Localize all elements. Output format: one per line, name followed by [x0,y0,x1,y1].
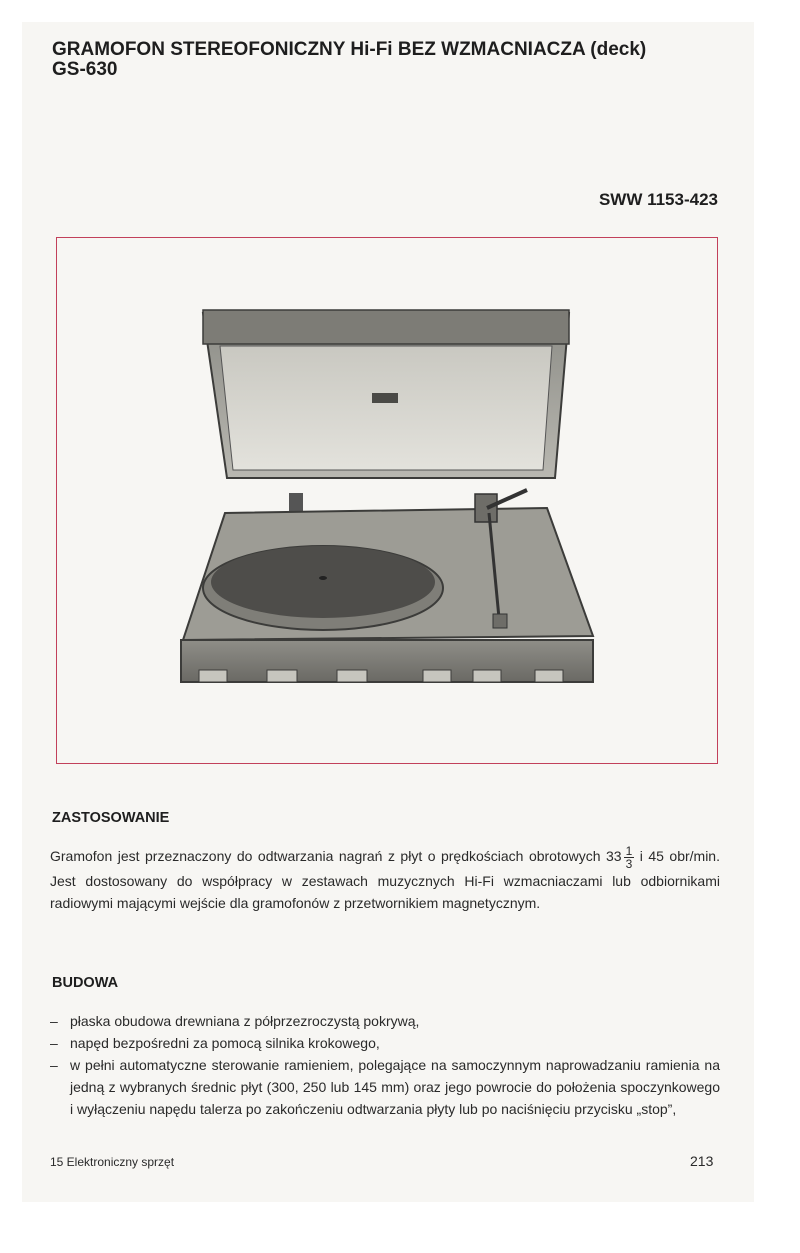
fraction-numerator: 1 [625,844,633,858]
fraction-denominator: 3 [625,857,633,871]
footer-signature: 15 Elektroniczny sprzęt [50,1155,175,1169]
zastosowanie-paragraph [50,845,720,914]
list-item: – płaska obudowa drewniana z półprzezroczystą pokrywą, [50,1010,720,1032]
section-heading-zastosowanie: ZASTOSOWANIE [52,810,170,826]
plinth-front [181,640,593,682]
platter-mat [211,546,435,618]
list-item: – w pełni automatyczne sterowanie ramieniem, polegające na samoczynnym naprowadzaniu ramienia na jedną z wybranych średnic płyt (300, 250 lub 145 mm) oraz jego powrocie do położenia spoczynkowego i wyłączeniu napędu talerza po zakończeniu odtwarzania płyty lub po naciśnięciu przycisku „stop”, [50,1054,720,1120]
section-heading-budowa: BUDOWA [52,975,119,991]
list-item: – napęd bezpośredni za pomocą silnika krokowego, [50,1032,720,1054]
zastosowanie-text-after: i 45 obr/min. Jest dostosowany do współpracy w zestawach muzycznych Hi-Fi wzmacniaczami lub odbiornikami radiowymi mającymi wejście dla gramofonów z przetwornikiem magnetycznym. [50,848,720,911]
speed-fraction [624,845,635,870]
title-line-2: GS-630 [52,59,118,80]
product-code: SWW 1153-423 [598,190,718,209]
lid-badge [372,393,398,403]
turntable-illustration [57,238,719,765]
budowa-list [50,1010,720,1120]
platter-spindle [319,576,327,580]
lid-top-edge [203,310,569,344]
lid-inner [220,346,552,470]
page-title [52,40,732,80]
zastosowanie-text-before: Gramofon jest przeznaczony do odtwarzania nagrań z płyt o prędkościach obrotowych 33 [50,848,622,865]
page-number: 213 [690,1153,714,1169]
title-line-1: GRAMOFON STEREOFONICZNY Hi-Fi BEZ WZMACNIACZA (deck) [52,39,647,60]
product-photo-frame [56,237,718,764]
